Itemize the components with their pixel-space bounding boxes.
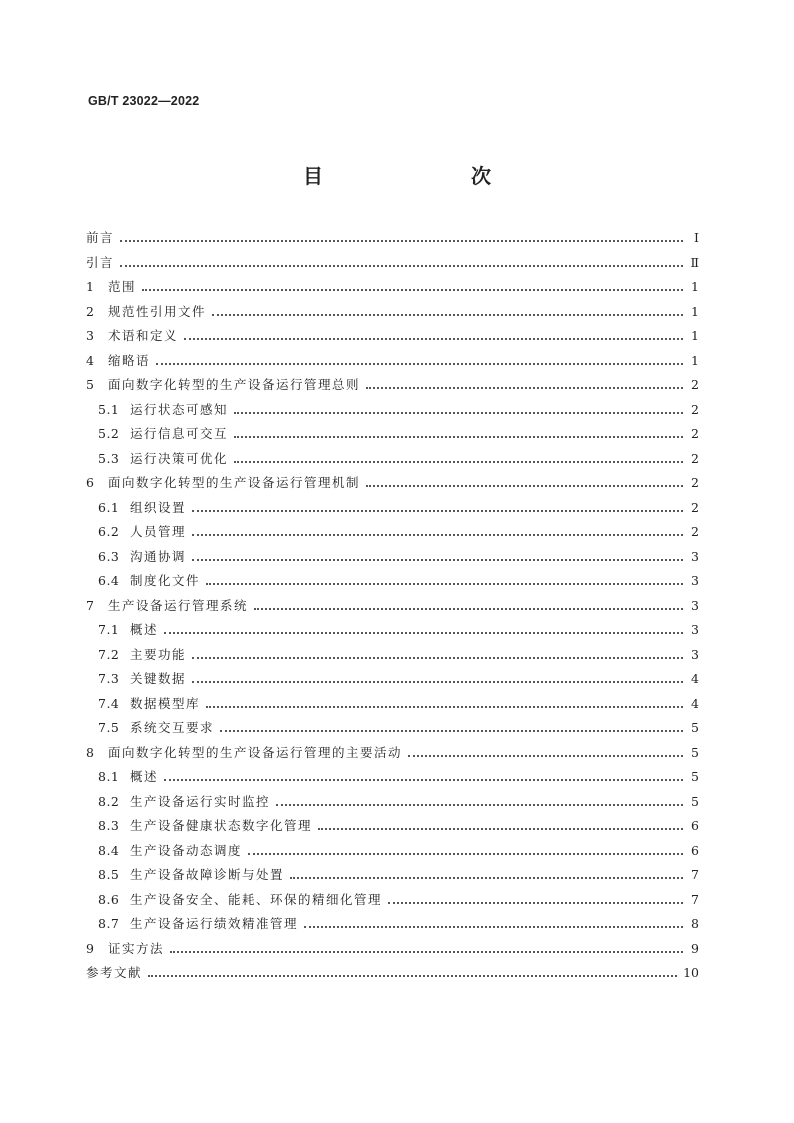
toc-entry[interactable] xyxy=(86,912,699,937)
toc-entry-label: 缩略语 xyxy=(108,352,151,368)
toc-entry[interactable] xyxy=(86,324,699,349)
toc-entry[interactable] xyxy=(86,447,699,472)
toc-entry[interactable] xyxy=(86,839,699,864)
toc-entry-page-number: Ⅱ xyxy=(690,254,699,270)
toc-entry-page-number: 2 xyxy=(691,401,699,417)
toc-entry-label: 范围 xyxy=(108,279,137,294)
toc-entry-number: 8.7 xyxy=(98,916,120,931)
toc-entry-label: 参考文献 xyxy=(86,965,143,980)
toc-entry-label: 运行决策可优化 xyxy=(130,450,229,466)
toc-entry[interactable] xyxy=(86,349,699,374)
toc-entry-page-number: 2 xyxy=(691,524,699,539)
dot-leader xyxy=(248,853,683,855)
toc-entry[interactable] xyxy=(86,545,699,570)
toc-entry-label: 生产设备运行绩效精准管理 xyxy=(130,916,299,931)
toc-entry-number: 7 xyxy=(86,597,96,613)
toc-entry-page-number: 2 xyxy=(691,426,699,441)
toc-entry-label: 生产设备健康状态数字化管理 xyxy=(130,818,313,833)
dot-leader xyxy=(234,461,683,463)
toc-entry-page-number: 3 xyxy=(691,622,699,637)
toc-entry-page-number: 2 xyxy=(691,377,699,392)
toc-entry-page-number: 6 xyxy=(691,818,699,833)
toc-entry-label: 术语和定义 xyxy=(108,328,179,343)
dot-leader xyxy=(192,534,683,536)
toc-entry[interactable] xyxy=(86,765,699,790)
toc-entry-page-number: 2 xyxy=(691,499,699,515)
toc-entry-label: 引言 xyxy=(86,254,115,270)
toc-entry-label: 生产设备安全、能耗、环保的精细化管理 xyxy=(130,891,383,907)
toc-entry-number: 6.1 xyxy=(98,499,120,515)
dot-leader xyxy=(120,240,683,242)
dot-leader xyxy=(234,436,683,438)
toc-entry[interactable] xyxy=(86,667,699,692)
toc-entry[interactable] xyxy=(86,937,699,962)
toc-entry-page-number: 8 xyxy=(691,916,699,931)
toc-entry[interactable] xyxy=(86,741,699,766)
toc-entry-label: 规范性引用文件 xyxy=(108,303,207,319)
toc-entry-number: 2 xyxy=(86,303,96,319)
toc-entry[interactable] xyxy=(86,373,699,398)
toc-entry-page-number: 4 xyxy=(691,695,699,711)
toc-entry[interactable] xyxy=(86,275,699,300)
dot-leader xyxy=(220,730,683,732)
toc-entry-page-number: 3 xyxy=(691,573,699,588)
dot-leader xyxy=(206,706,683,708)
toc-entry-page-number: 5 xyxy=(691,720,699,735)
toc-entry-label: 生产设备故障诊断与处置 xyxy=(130,867,285,882)
toc-entry-label: 概述 xyxy=(130,622,159,637)
dot-leader xyxy=(212,314,683,316)
toc-entry-number: 5.1 xyxy=(98,401,120,417)
toc-entry-label: 关键数据 xyxy=(130,671,187,686)
toc-entry[interactable] xyxy=(86,300,699,325)
toc-entry-number: 8 xyxy=(86,744,96,760)
dot-leader xyxy=(206,583,683,585)
toc-entry-label: 概述 xyxy=(130,769,159,784)
toc-entry-number: 8.4 xyxy=(98,842,120,858)
dot-leader xyxy=(164,632,683,634)
toc-entry-number: 8.6 xyxy=(98,891,120,907)
toc-entry-number: 7.3 xyxy=(98,671,120,686)
standard-code: GB/T 23022—2022 xyxy=(88,94,200,108)
toc-entry-page-number: 5 xyxy=(691,744,699,760)
toc-entry-page-number: 9 xyxy=(691,940,699,956)
dot-leader xyxy=(120,265,683,267)
toc-entry[interactable] xyxy=(86,863,699,888)
toc-entry-label: 系统交互要求 xyxy=(130,720,215,735)
toc-entry-number: 6 xyxy=(86,475,96,490)
toc-entry-page-number: 2 xyxy=(691,450,699,466)
dot-leader xyxy=(388,902,683,904)
dot-leader xyxy=(304,926,683,928)
dot-leader xyxy=(254,608,683,610)
toc-entry-number: 5 xyxy=(86,377,96,392)
toc-entry-number: 6.3 xyxy=(98,548,120,564)
page-title: 目 次 xyxy=(303,164,527,188)
toc-entry[interactable] xyxy=(86,594,699,619)
dot-leader xyxy=(192,559,683,561)
toc-entry-label: 运行信息可交互 xyxy=(130,426,229,441)
toc-entry[interactable] xyxy=(86,251,699,276)
table-of-contents xyxy=(86,226,699,986)
toc-entry-number: 5.3 xyxy=(98,450,120,466)
dot-leader xyxy=(156,363,683,365)
toc-entry[interactable] xyxy=(86,716,699,741)
toc-entry-page-number: 6 xyxy=(691,842,699,858)
toc-entry-page-number: 7 xyxy=(691,891,699,907)
toc-entry-page-number: 1 xyxy=(691,328,699,343)
toc-entry-label: 运行状态可感知 xyxy=(130,401,229,417)
toc-entry-page-number: 3 xyxy=(691,548,699,564)
toc-entry-page-number: 7 xyxy=(691,867,699,882)
dot-leader xyxy=(366,485,683,487)
toc-entry[interactable] xyxy=(86,471,699,496)
toc-entry-page-number: 2 xyxy=(691,475,699,490)
toc-entry-number: 3 xyxy=(86,328,96,343)
dot-leader xyxy=(276,804,683,806)
toc-entry-label: 主要功能 xyxy=(130,646,187,662)
toc-entry-number: 7.1 xyxy=(98,622,120,637)
toc-entry[interactable] xyxy=(86,692,699,717)
toc-entry[interactable] xyxy=(86,496,699,521)
toc-entry-label: 沟通协调 xyxy=(130,548,187,564)
dot-leader xyxy=(192,510,683,512)
dot-leader xyxy=(366,387,683,389)
toc-entry-label: 数据模型库 xyxy=(130,695,201,711)
toc-entry-label: 面向数字化转型的生产设备运行管理总则 xyxy=(108,377,361,392)
toc-entry-label: 生产设备运行管理系统 xyxy=(108,597,249,613)
dot-leader xyxy=(234,412,683,414)
dot-leader xyxy=(142,289,683,291)
toc-entry-label: 面向数字化转型的生产设备运行管理机制 xyxy=(108,475,361,490)
dot-leader xyxy=(290,877,683,879)
toc-entry-page-number: 10 xyxy=(683,965,699,980)
toc-entry-page-number: 5 xyxy=(691,769,699,784)
toc-entry[interactable] xyxy=(86,569,699,594)
toc-entry-number: 8.2 xyxy=(98,793,120,809)
toc-entry-label: 组织设置 xyxy=(130,499,187,515)
toc-entry-page-number: 3 xyxy=(691,597,699,613)
toc-entry-page-number: 5 xyxy=(691,793,699,809)
toc-entry-number: 6.4 xyxy=(98,573,120,588)
dot-leader xyxy=(148,975,677,977)
toc-entry-label: 面向数字化转型的生产设备运行管理的主要活动 xyxy=(108,744,403,760)
toc-entry-number: 7.5 xyxy=(98,720,120,735)
dot-leader xyxy=(184,338,683,340)
dot-leader xyxy=(164,779,683,781)
toc-entry-page-number: 1 xyxy=(691,352,699,368)
toc-entry[interactable] xyxy=(86,888,699,913)
toc-entry[interactable] xyxy=(86,422,699,447)
toc-entry[interactable] xyxy=(86,790,699,815)
toc-entry-number: 5.2 xyxy=(98,426,120,441)
toc-entry[interactable] xyxy=(86,814,699,839)
toc-entry-page-number: 1 xyxy=(691,303,699,319)
toc-entry-number: 8.1 xyxy=(98,769,120,784)
toc-entry-number: 1 xyxy=(86,279,96,294)
dot-leader xyxy=(408,755,683,757)
toc-entry[interactable] xyxy=(86,618,699,643)
toc-entry-number: 6.2 xyxy=(98,524,120,539)
toc-entry[interactable] xyxy=(86,643,699,668)
toc-entry[interactable] xyxy=(86,398,699,423)
toc-entry-page-number: Ⅰ xyxy=(694,230,699,245)
toc-entry-number: 8.5 xyxy=(98,867,120,882)
toc-entry-label: 前言 xyxy=(86,230,115,245)
dot-leader xyxy=(192,681,683,683)
toc-entry-number: 8.3 xyxy=(98,818,120,833)
toc-entry-label: 证实方法 xyxy=(108,940,165,956)
toc-entry-label: 生产设备运行实时监控 xyxy=(130,793,271,809)
toc-entry-number: 4 xyxy=(86,352,96,368)
toc-entry-label: 人员管理 xyxy=(130,524,187,539)
dot-leader xyxy=(192,657,683,659)
dot-leader xyxy=(170,951,683,953)
dot-leader xyxy=(318,828,683,830)
toc-entry-page-number: 3 xyxy=(691,646,699,662)
toc-entry[interactable] xyxy=(86,520,699,545)
toc-entry-number: 9 xyxy=(86,940,96,956)
toc-entry[interactable] xyxy=(86,226,699,251)
toc-entry-label: 生产设备动态调度 xyxy=(130,842,243,858)
toc-entry-page-number: 4 xyxy=(691,671,699,686)
toc-entry-label: 制度化文件 xyxy=(130,573,201,588)
toc-entry-number: 7.4 xyxy=(98,695,120,711)
toc-entry-number: 7.2 xyxy=(98,646,120,662)
toc-entry[interactable] xyxy=(86,961,699,986)
toc-entry-page-number: 1 xyxy=(691,279,699,294)
